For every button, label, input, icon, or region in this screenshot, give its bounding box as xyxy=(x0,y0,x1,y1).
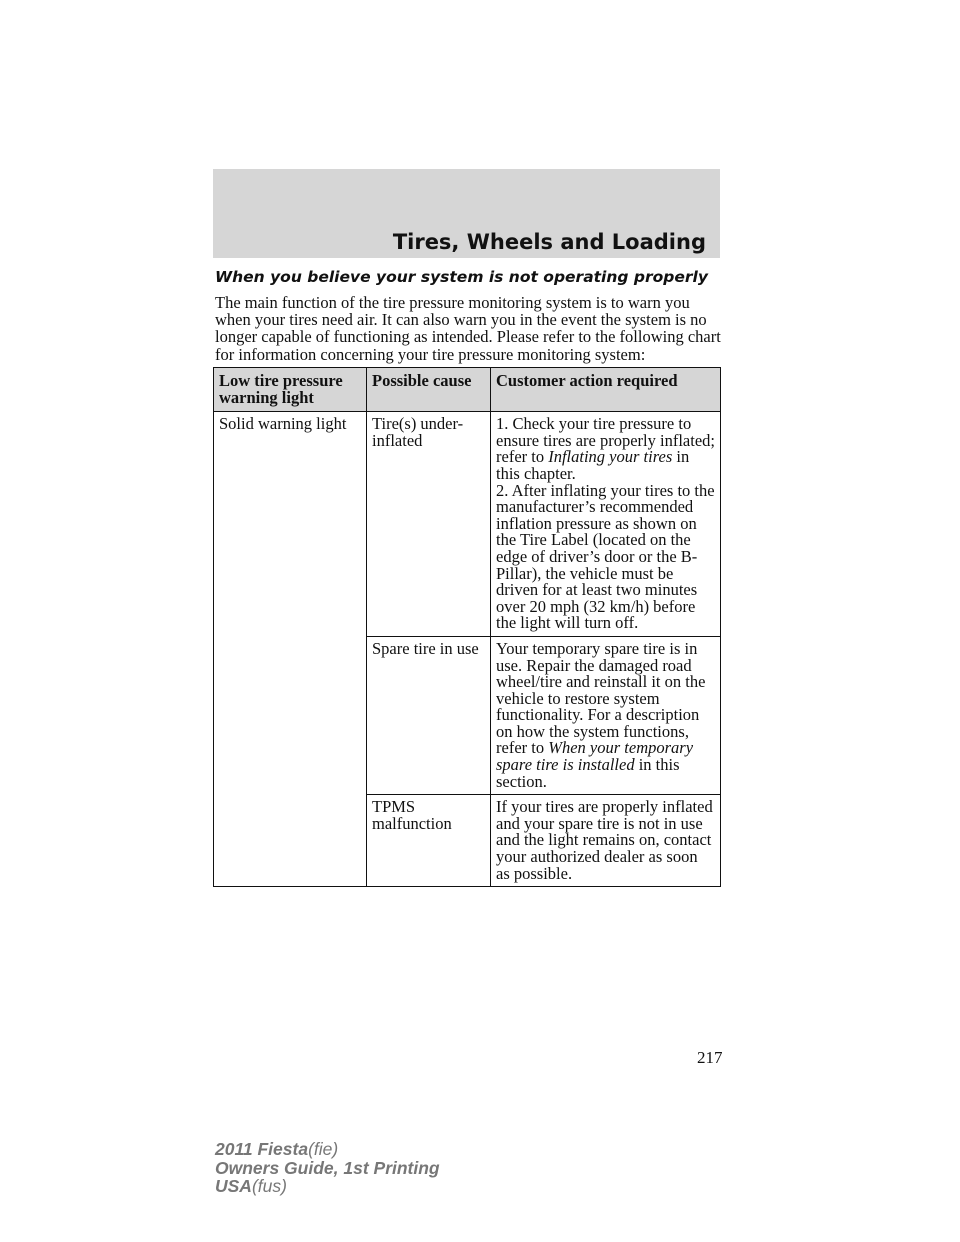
cross-reference: Inflating your tires xyxy=(548,447,673,467)
action-text: in this section. xyxy=(496,755,680,791)
warning-light-cell: Solid warning light xyxy=(214,412,367,887)
action-cell xyxy=(491,636,721,794)
header-possible-cause: Possible cause xyxy=(367,368,491,412)
footer-line-market xyxy=(215,1177,440,1196)
table-header-row xyxy=(214,368,721,412)
intro-paragraph: The main function of the tire pressure monitoring system is to warn you when your tires need air. It can also warn you in the event the system is no longer capable of functioning as intended. Please refer to the following chart for information concerning your tire pressure monitoring system: xyxy=(215,293,721,364)
action-text: in this chapter. xyxy=(496,447,690,483)
footer-model: 2011 Fiesta xyxy=(215,1139,309,1159)
action-cell xyxy=(491,412,721,637)
chapter-title: Tires, Wheels and Loading xyxy=(392,230,706,254)
action-text: 1. Check your tire pressure to ensure tires are properly inflated; refer to xyxy=(496,414,715,467)
chapter-header-band xyxy=(213,169,720,258)
footer-market: USA xyxy=(215,1176,252,1196)
table-row xyxy=(214,412,721,637)
cause-cell: TPMS malfunction xyxy=(367,795,491,887)
header-customer-action: Customer action required xyxy=(491,368,721,412)
header-warning-light: Low tire pressure warning light xyxy=(214,368,367,412)
footer-line-model xyxy=(215,1140,440,1159)
cause-cell: Spare tire in use xyxy=(367,636,491,794)
tpms-chart-table xyxy=(213,367,721,887)
cause-cell: Tire(s) under-inflated xyxy=(367,412,491,637)
section-heading: When you believe your system is not operating properly xyxy=(215,268,708,286)
action-step-2: 2. After inflating your tires to the manufacturer’s recommended inflation pressure as shown on the Tire Label (located on the edge of driver’s door or the B-Pillar), the vehicle must be driven for at least two minutes over 20 mph (32 km/h) before the light will turn off. xyxy=(496,480,715,633)
action-cell: If your tires are properly inflated and your spare tire is not in use and the light remains on, contact your authorized dealer as soon as possible. xyxy=(491,795,721,887)
footer-model-code: (fie) xyxy=(308,1139,339,1159)
footer-line-edition xyxy=(215,1159,440,1178)
footer-edition: Owners Guide, 1st Printing xyxy=(215,1157,440,1178)
page-number: 217 xyxy=(697,1048,723,1067)
footer-market-code: (fus) xyxy=(251,1176,287,1196)
footer-imprint xyxy=(215,1140,440,1196)
action-text: Your temporary spare tire is in use. Repair the damaged road wheel/tire and reinstall it on the vehicle to restore system functionality. For a description on how the system functions, refer to xyxy=(496,638,706,758)
cross-reference: When your temporary spare tire is installed xyxy=(496,738,694,775)
